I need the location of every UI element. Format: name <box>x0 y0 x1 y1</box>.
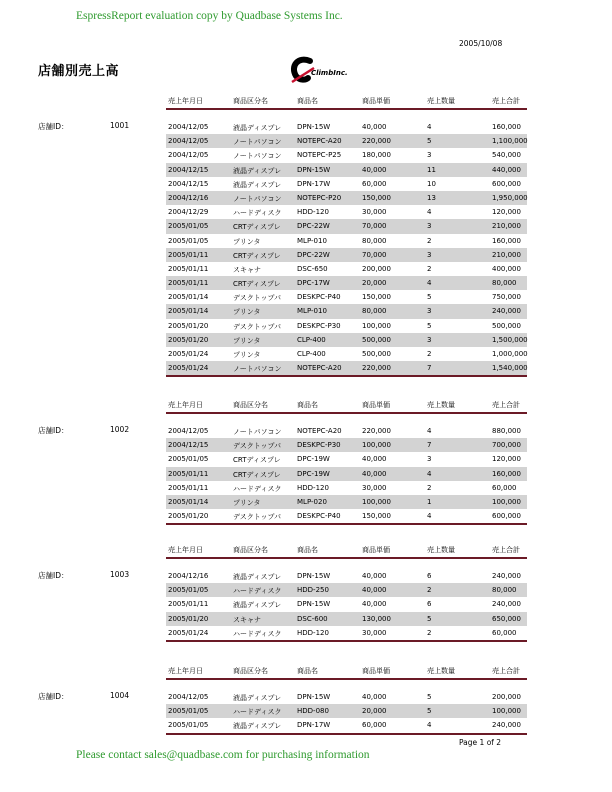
table-row <box>166 690 527 704</box>
column-header: 商品名 <box>297 97 318 105</box>
column-header: 商品単価 <box>362 546 390 554</box>
table-cell: ハードディスク <box>233 484 282 493</box>
logo-wordmark: ClimbInc. <box>311 69 348 77</box>
table-cell: 2005/01/11 <box>168 469 209 478</box>
table-cell: 2 <box>427 586 432 595</box>
table-cell: 40,000 <box>362 165 387 174</box>
table-row <box>166 495 527 509</box>
table-row <box>166 438 527 452</box>
table-cell: 5 <box>427 614 432 623</box>
table-cell: CLP-400 <box>297 350 326 358</box>
table-footer-rule <box>166 640 527 642</box>
table-cell: 160,000 <box>492 469 521 478</box>
table-cell: DPN-15W <box>297 600 331 609</box>
table-cell: 240,000 <box>492 721 521 730</box>
column-header: 商品区分名 <box>233 97 268 105</box>
table-cell: 100,000 <box>362 321 391 330</box>
table-cell: 5 <box>427 693 432 701</box>
table-cell: 30,000 <box>362 628 387 637</box>
table-cell: 750,000 <box>492 293 521 302</box>
table-cell: ノートパソコン <box>233 194 282 203</box>
table-cell: 2005/01/11 <box>168 250 209 259</box>
table-cell: デスクトップパ <box>233 322 281 331</box>
table-cell: 2004/12/15 <box>168 441 209 450</box>
table-cell: 4 <box>427 427 432 435</box>
table-cell: CRTディスプレ <box>233 470 281 479</box>
table-row <box>166 569 527 583</box>
column-header: 商品名 <box>297 667 318 675</box>
table-row <box>166 467 527 481</box>
table-cell: 40,000 <box>362 693 387 701</box>
table-cell: スキャナ <box>233 265 261 274</box>
table-cell: 6 <box>427 600 432 609</box>
table-cell: 880,000 <box>492 427 521 435</box>
table-cell: 5 <box>427 137 432 146</box>
table-row <box>166 304 527 318</box>
table-cell: 4 <box>427 208 432 217</box>
table-cell: 150,000 <box>362 193 391 202</box>
column-header: 商品単価 <box>362 97 390 105</box>
table-cell: 2005/01/11 <box>168 264 209 273</box>
table-cell: 2 <box>427 236 432 245</box>
table-cell: 220,000 <box>362 137 391 146</box>
table-cell: 3 <box>427 335 432 344</box>
table-cell: 30,000 <box>362 208 387 217</box>
table-cell: ハードディスク <box>233 587 282 596</box>
table-cell: 液晶ディスプレ <box>233 166 282 175</box>
table-cell: 2004/12/16 <box>168 572 209 580</box>
table-cell: 80,000 <box>492 279 517 288</box>
table-cell: 540,000 <box>492 151 521 160</box>
table-row <box>166 319 527 333</box>
table-cell: 2 <box>427 350 432 358</box>
table-cell: DESKPC-P40 <box>297 293 341 302</box>
table-cell: 130,000 <box>362 614 391 623</box>
table-cell: MLP-010 <box>297 236 327 245</box>
table-cell: 液晶ディスプレ <box>233 694 282 702</box>
table-cell: 液晶ディスプレ <box>233 573 282 581</box>
column-header: 売上数量 <box>427 97 455 105</box>
table-footer-rule <box>166 375 527 377</box>
table-cell: 3 <box>427 151 432 160</box>
table-row <box>166 262 527 276</box>
table-cell: 2005/01/11 <box>168 600 209 609</box>
table-cell: DPC-22W <box>297 222 330 231</box>
table-cell: DSC-600 <box>297 614 328 623</box>
table-cell: 240,000 <box>492 572 521 580</box>
table-cell: MLP-020 <box>297 497 327 506</box>
table-cell: 60,000 <box>492 483 517 492</box>
table-row <box>166 452 527 466</box>
column-header: 売上年月日 <box>168 667 203 675</box>
table-cell: DSC-650 <box>297 264 328 273</box>
table-cell: 40,000 <box>362 123 387 131</box>
table-cell: 500,000 <box>492 321 521 330</box>
table-cell: 40,000 <box>362 572 387 580</box>
table-cell: CRTディスプレ <box>233 223 281 232</box>
table-cell: 7 <box>427 441 432 450</box>
table-header <box>166 94 527 110</box>
table-row <box>166 177 527 191</box>
table-cell: 240,000 <box>492 600 521 609</box>
table-cell: 2005/01/05 <box>168 455 209 464</box>
table-cell: 13 <box>427 193 436 202</box>
table-cell: HDD-080 <box>297 707 329 716</box>
table-row <box>166 424 527 438</box>
table-cell: 100,000 <box>362 497 391 506</box>
table-cell: 6 <box>427 572 432 580</box>
column-header: 売上数量 <box>427 667 455 675</box>
table-row <box>166 134 527 148</box>
table-cell: 2004/12/15 <box>168 165 209 174</box>
table-cell: 10 <box>427 179 436 188</box>
table-cell: 3 <box>427 250 432 259</box>
table-cell: 40,000 <box>362 455 387 464</box>
table-cell: 2005/01/14 <box>168 293 209 302</box>
column-header: 売上年月日 <box>168 97 203 105</box>
table-row <box>166 509 527 523</box>
table-cell: 70,000 <box>362 250 387 259</box>
table-header <box>166 398 527 414</box>
table-row <box>166 205 527 219</box>
table-cell: 70,000 <box>362 222 387 231</box>
sales-table <box>166 543 527 642</box>
table-cell: DPN-15W <box>297 165 331 174</box>
table-cell: 3 <box>427 307 432 316</box>
column-header: 売上年月日 <box>168 546 203 554</box>
table-row <box>166 597 527 611</box>
table-cell: 2005/01/24 <box>168 350 209 358</box>
table-cell: 2005/01/11 <box>168 483 209 492</box>
table-cell: 60,000 <box>362 179 387 188</box>
table-cell: 240,000 <box>492 307 521 316</box>
table-cell: DESKPC-P30 <box>297 321 341 330</box>
table-cell: 80,000 <box>492 586 517 595</box>
table-cell: 11 <box>427 165 436 174</box>
table-cell: 1,950,000 <box>492 193 528 202</box>
table-cell: 200,000 <box>362 264 391 273</box>
table-cell: 220,000 <box>362 364 391 373</box>
table-cell: CRTディスプレ <box>233 280 281 289</box>
table-cell: 2004/12/05 <box>168 123 209 131</box>
column-header: 売上合計 <box>492 546 520 554</box>
table-cell: 80,000 <box>362 307 387 316</box>
table-cell: 2005/01/24 <box>168 628 209 637</box>
table-cell: 1,000,000 <box>492 350 528 358</box>
table-row <box>166 148 527 162</box>
column-header: 商品名 <box>297 546 318 554</box>
table-cell: 2004/12/05 <box>168 427 209 435</box>
table-cell: 液晶ディスプレ <box>233 601 282 610</box>
table-cell: HDD-120 <box>297 208 329 217</box>
table-cell: NOTEPC-A20 <box>297 364 342 373</box>
table-header <box>166 543 527 559</box>
store-id-label: 店舗ID： <box>38 692 69 701</box>
table-cell: CRTディスプレ <box>233 456 281 465</box>
table-cell: NOTEPC-A20 <box>297 137 342 146</box>
page-number: Page 1 of 2 <box>459 738 502 747</box>
table-cell: 4 <box>427 721 432 730</box>
table-row <box>166 612 527 626</box>
table-cell: 2 <box>427 264 432 273</box>
sales-table <box>166 398 527 525</box>
table-cell: 200,000 <box>492 693 521 701</box>
table-cell: 500,000 <box>362 350 391 358</box>
store-id-value: 1004 <box>110 691 130 700</box>
table-cell: 2004/12/16 <box>168 193 209 202</box>
table-cell: MLP-010 <box>297 307 327 316</box>
table-row <box>166 248 527 262</box>
table-cell: 40,000 <box>362 469 387 478</box>
table-cell: 2004/12/05 <box>168 151 209 160</box>
table-cell: ハードディスク <box>233 708 282 717</box>
table-cell: 7 <box>427 364 432 373</box>
table-cell: ノートパソコン <box>233 138 282 147</box>
column-header: 商品単価 <box>362 667 390 675</box>
table-row <box>166 191 527 205</box>
store-id-value: 1002 <box>110 425 130 434</box>
table-row <box>166 290 527 304</box>
table-cell: 160,000 <box>492 123 521 131</box>
table-cell: ノートパソコン <box>233 152 282 161</box>
table-cell: 600,000 <box>492 512 521 521</box>
table-cell: プリンタ <box>233 351 261 359</box>
table-cell: 60,000 <box>362 721 387 730</box>
table-cell: 2005/01/14 <box>168 307 209 316</box>
table-cell: 2005/01/20 <box>168 335 209 344</box>
column-header: 売上合計 <box>492 667 520 675</box>
table-row <box>166 234 527 248</box>
table-cell: プリンタ <box>233 308 261 317</box>
table-footer-rule <box>166 733 527 735</box>
table-cell: 2005/01/05 <box>168 222 209 231</box>
table-cell: 1,500,000 <box>492 335 528 344</box>
table-cell: 160,000 <box>492 236 521 245</box>
column-header: 商品名 <box>297 401 318 409</box>
table-cell: 2005/01/14 <box>168 497 209 506</box>
table-cell: 500,000 <box>362 335 391 344</box>
store-id-value: 1003 <box>110 570 130 579</box>
table-cell: 650,000 <box>492 614 521 623</box>
table-cell: 2004/12/29 <box>168 208 209 217</box>
table-cell: 2005/01/05 <box>168 707 209 716</box>
table-cell: CLP-400 <box>297 335 326 344</box>
table-row <box>166 583 527 597</box>
table-cell: 700,000 <box>492 441 521 450</box>
table-cell: HDD-120 <box>297 628 329 637</box>
table-cell: 40,000 <box>362 586 387 595</box>
table-cell: DPN-17W <box>297 721 331 730</box>
table-cell: デスクトップパ <box>233 513 281 522</box>
table-cell: ノートパソコン <box>233 365 282 374</box>
table-cell: 3 <box>427 455 432 464</box>
table-cell: NOTEPC-P25 <box>297 151 342 160</box>
evaluation-banner: EspressReport evaluation copy by Quadbase Systems Inc. <box>76 10 343 22</box>
table-cell: CRTディスプレ <box>233 251 281 260</box>
table-cell: 1,100,000 <box>492 137 528 146</box>
table-cell: 2004/12/05 <box>168 693 209 701</box>
column-header: 売上年月日 <box>168 401 203 409</box>
table-cell: 2 <box>427 483 432 492</box>
table-cell: プリンタ <box>233 498 261 507</box>
table-cell: 2005/01/20 <box>168 512 209 521</box>
table-cell: 100,000 <box>492 497 521 506</box>
table-cell: DPN-17W <box>297 179 331 188</box>
table-cell: プリンタ <box>233 336 261 345</box>
table-cell: DPC-22W <box>297 250 330 259</box>
table-cell: 2005/01/05 <box>168 721 209 730</box>
table-cell: 1 <box>427 497 432 506</box>
table-cell: 2004/12/15 <box>168 179 209 188</box>
table-cell: DPC-19W <box>297 469 330 478</box>
table-cell: スキャナ <box>233 615 261 624</box>
table-cell: 150,000 <box>362 512 391 521</box>
table-cell: 2005/01/20 <box>168 321 209 330</box>
table-cell: 400,000 <box>492 264 521 273</box>
table-cell: DESKPC-P40 <box>297 512 341 521</box>
table-cell: 4 <box>427 279 432 288</box>
table-cell: 60,000 <box>492 628 517 637</box>
table-cell: 20,000 <box>362 707 387 716</box>
table-cell: 2 <box>427 628 432 637</box>
sales-table <box>166 664 527 735</box>
column-header: 売上合計 <box>492 97 520 105</box>
table-cell: 220,000 <box>362 427 391 435</box>
table-cell: 100,000 <box>492 707 521 716</box>
column-header: 商品単価 <box>362 401 390 409</box>
column-header: 売上数量 <box>427 546 455 554</box>
store-id-label: 店舗ID： <box>38 426 69 435</box>
table-cell: 80,000 <box>362 236 387 245</box>
table-row <box>166 333 527 347</box>
table-cell: 5 <box>427 707 432 716</box>
table-cell: DESKPC-P30 <box>297 441 341 450</box>
table-cell: 20,000 <box>362 279 387 288</box>
table-cell: DPN-15W <box>297 123 331 131</box>
table-row <box>166 626 527 640</box>
column-header: 商品区分名 <box>233 667 268 675</box>
company-logo <box>290 56 380 86</box>
column-header: 商品区分名 <box>233 546 268 554</box>
table-cell: 2005/01/24 <box>168 364 209 373</box>
table-cell: ハードディスク <box>233 629 282 638</box>
table-cell: 210,000 <box>492 222 521 231</box>
table-cell: 2004/12/05 <box>168 137 209 146</box>
table-row <box>166 219 527 233</box>
table-cell: NOTEPC-P20 <box>297 193 342 202</box>
table-cell: 2005/01/20 <box>168 614 209 623</box>
table-cell: 5 <box>427 293 432 302</box>
table-cell: DPN-15W <box>297 572 331 580</box>
table-row <box>166 718 527 732</box>
table-cell: DPC-19W <box>297 455 330 464</box>
store-id-value: 1001 <box>110 121 130 130</box>
table-cell: 210,000 <box>492 250 521 259</box>
table-cell: 1,540,000 <box>492 364 528 373</box>
table-cell: デスクトップパ <box>233 294 281 303</box>
table-cell: 4 <box>427 469 432 478</box>
table-cell: 150,000 <box>362 293 391 302</box>
table-cell: NOTEPC-A20 <box>297 427 342 435</box>
store-id-label: 店舗ID： <box>38 571 69 580</box>
table-cell: 液晶ディスプレ <box>233 124 282 132</box>
table-cell: プリンタ <box>233 237 261 246</box>
table-cell: 3 <box>427 222 432 231</box>
table-cell: ノートパソコン <box>233 428 282 436</box>
column-header: 売上数量 <box>427 401 455 409</box>
table-cell: 液晶ディスプレ <box>233 180 282 189</box>
table-row <box>166 347 527 361</box>
table-row <box>166 120 527 134</box>
table-cell: DPC-17W <box>297 279 330 288</box>
column-header: 商品区分名 <box>233 401 268 409</box>
table-cell: 440,000 <box>492 165 521 174</box>
table-cell: 100,000 <box>362 441 391 450</box>
table-cell: 4 <box>427 123 432 131</box>
table-cell: デスクトップパ <box>233 442 281 451</box>
table-cell: 4 <box>427 512 432 521</box>
table-cell: 5 <box>427 321 432 330</box>
table-cell: 120,000 <box>492 455 521 464</box>
table-row <box>166 163 527 177</box>
table-row <box>166 361 527 375</box>
purchasing-contact: Please contact sales@quadbase.com for purchasing information <box>76 749 370 761</box>
table-row <box>166 276 527 290</box>
table-cell: 2005/01/05 <box>168 236 209 245</box>
table-cell: HDD-250 <box>297 586 329 595</box>
table-cell: HDD-120 <box>297 483 329 492</box>
sales-table <box>166 94 527 377</box>
table-cell: 40,000 <box>362 600 387 609</box>
table-cell: 30,000 <box>362 483 387 492</box>
table-row <box>166 704 527 718</box>
table-header <box>166 664 527 680</box>
table-cell: 液晶ディスプレ <box>233 722 282 731</box>
table-footer-rule <box>166 523 527 525</box>
column-header: 売上合計 <box>492 401 520 409</box>
table-cell: 2005/01/11 <box>168 279 209 288</box>
table-cell: ハードディスク <box>233 209 282 218</box>
table-cell: 600,000 <box>492 179 521 188</box>
table-cell: 120,000 <box>492 208 521 217</box>
table-cell: 2005/01/05 <box>168 586 209 595</box>
store-id-label: 店舗ID： <box>38 122 69 131</box>
table-row <box>166 481 527 495</box>
report-title: 店舗別売上高 <box>38 64 120 79</box>
table-cell: DPN-15W <box>297 693 331 701</box>
report-date: 2005/10/08 <box>459 39 503 48</box>
table-cell: 180,000 <box>362 151 391 160</box>
